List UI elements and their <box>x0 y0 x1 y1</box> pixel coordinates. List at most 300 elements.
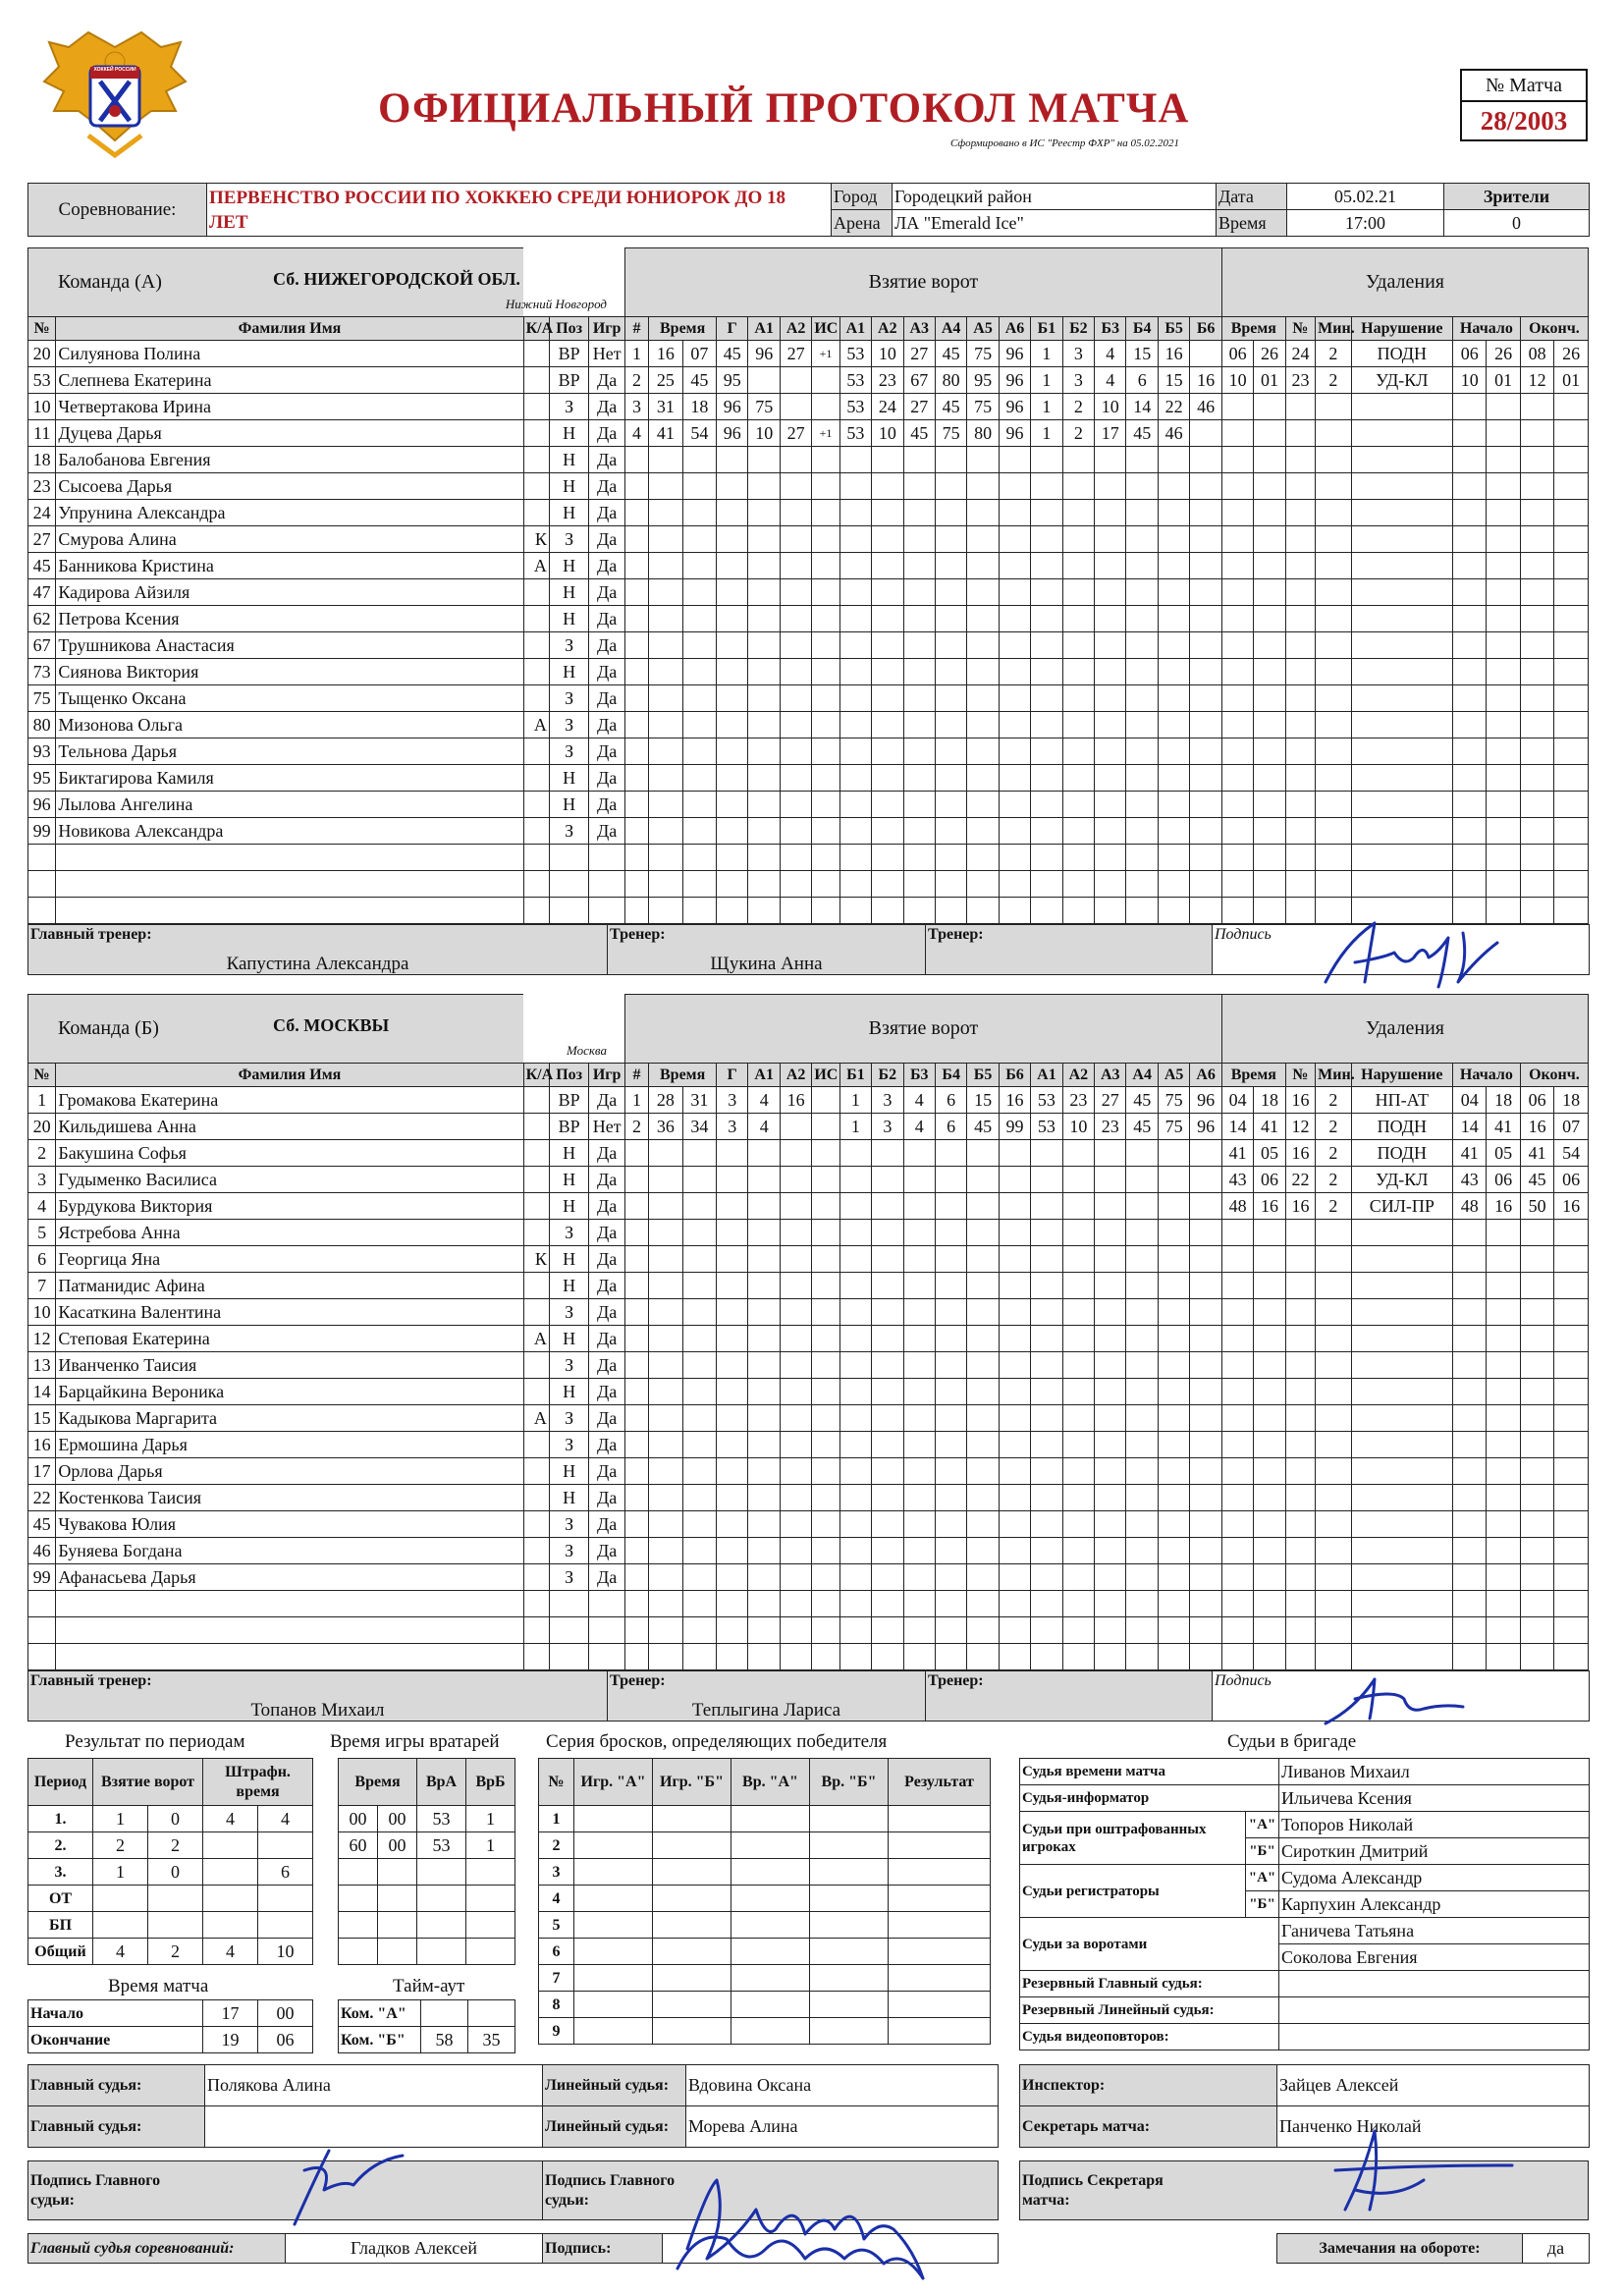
teamA-goal-cell <box>872 659 903 685</box>
teamB-goal-cell <box>812 1087 839 1114</box>
teamA-player-role <box>523 420 549 447</box>
teamB-goal-cell <box>682 1167 716 1193</box>
teamB-goal-cell <box>1031 1485 1062 1511</box>
teamB-row <box>28 1617 1589 1644</box>
teamA-goal-cell <box>1190 659 1222 685</box>
teamA-player-name: Трушникова Анастасия <box>56 632 523 659</box>
teamB-goal-cell <box>967 1405 999 1432</box>
teamA-goal-cell <box>967 871 999 898</box>
period-row <box>28 1832 313 1859</box>
teamA-col-onice-0: А1 <box>839 317 871 341</box>
teamB-goal-cell <box>935 1511 966 1538</box>
teamA-player-position <box>549 898 589 924</box>
teamA-goal-cell <box>1095 606 1126 632</box>
teamB-penalty-cell <box>1487 1352 1520 1379</box>
teamB-player-name: Орлова Дарья <box>56 1458 523 1485</box>
teamA-goal-cell <box>999 606 1030 632</box>
teamB-goal-cell <box>1062 1193 1094 1220</box>
teamA-goal-cell <box>812 473 839 500</box>
teamB-goal-cell <box>812 1458 839 1485</box>
team-b-section <box>27 994 1589 1722</box>
teamA-goal-cell <box>1031 659 1062 685</box>
teamB-goal-cell <box>780 1538 811 1564</box>
teamB-goal-cell <box>935 1405 966 1432</box>
teamA-goal-cell: 53 <box>839 394 871 420</box>
teamB-penalty-cell <box>1351 1405 1452 1432</box>
teamA-goal-cell <box>624 553 648 579</box>
teamB-player-position: З <box>549 1564 589 1591</box>
teamA-goal-cell: 16 <box>1158 341 1189 367</box>
teamB-goal-cell <box>1095 1167 1126 1193</box>
teamA-goal-cell: 15 <box>1126 341 1158 367</box>
teamA-penalty-cell <box>1554 473 1589 500</box>
teamB-player-plays: Да <box>589 1273 624 1299</box>
shootout-title: Серия бросков, определяющих победителя <box>546 1731 888 1752</box>
teamA-goal-cell <box>780 500 811 526</box>
teamB-penalty-cell: 06 <box>1554 1167 1589 1193</box>
teamB-goal-cell <box>1126 1299 1158 1326</box>
teamA-goal-cell <box>999 898 1030 924</box>
teamA-goal-cell <box>1095 845 1126 871</box>
teamB-penalty-cell: 14 <box>1452 1114 1486 1140</box>
teamA-goal-cell: 75 <box>935 420 966 447</box>
teamB-goal-cell <box>999 1326 1030 1352</box>
teamA-penalty-cell <box>1554 685 1589 712</box>
teamB-player-role <box>523 1379 549 1405</box>
teamA-col-a2: А2 <box>780 317 811 341</box>
teamB-goal-cell <box>839 1617 871 1644</box>
teamA-goal-cell <box>1190 526 1222 553</box>
period-cell <box>203 1912 258 1939</box>
teamB-goal-cell: 4 <box>903 1114 935 1140</box>
teamA-penalty-cell <box>1285 898 1315 924</box>
teamA-goal-cell: 96 <box>999 367 1030 394</box>
teamB-player-position: Н <box>549 1140 589 1167</box>
teamA-penalty-cell <box>1285 553 1315 579</box>
ref-side: "Б" <box>1246 1838 1279 1865</box>
teamA-player-number: 95 <box>28 765 56 792</box>
teamA-goal-cell <box>967 447 999 473</box>
teamA-player-name: Сиянова Виктория <box>56 659 523 685</box>
teamB-player-position <box>549 1617 589 1644</box>
teamB-goal-cell <box>1126 1405 1158 1432</box>
teamB-penalty-cell <box>1487 1405 1520 1432</box>
teamB-player-position: З <box>549 1299 589 1326</box>
teamB-goal-cell <box>903 1246 935 1273</box>
teamA-goal-cell: 96 <box>748 341 780 367</box>
teamA-player-position: З <box>549 394 589 420</box>
teamB-goal-cell <box>624 1564 648 1591</box>
teamB-penalty-cell <box>1487 1299 1520 1326</box>
gk-col-time: Время <box>339 1759 417 1806</box>
teamB-player-number: 2 <box>28 1140 56 1167</box>
teamB-goal-cell <box>748 1299 780 1326</box>
teamB-col-is: ИС <box>812 1064 839 1087</box>
teamA-goal-cell <box>717 845 748 871</box>
teamB-goal-cell <box>872 1564 903 1591</box>
teamB-col-onice-8: А3 <box>1095 1064 1126 1087</box>
refs-table <box>1019 1758 1590 2050</box>
teamA-goal-cell <box>812 845 839 871</box>
period-row <box>28 1859 313 1886</box>
teamA-player-role <box>523 871 549 898</box>
teamB-penalty-cell <box>1487 1591 1520 1617</box>
teamB-player-role <box>523 1140 549 1167</box>
teamB-goal-cell <box>872 1352 903 1379</box>
teamA-penalty-cell <box>1351 579 1452 606</box>
teamB-goal-cell <box>935 1299 966 1326</box>
teamA-goal-cell <box>748 685 780 712</box>
teamA-coach1: Щукина Анна <box>710 954 823 974</box>
teamA-goal-cell <box>780 712 811 738</box>
teamB-goal-cell <box>682 1326 716 1352</box>
teamA-player-plays: Нет <box>589 341 624 367</box>
teamA-penalty-cell <box>1285 871 1315 898</box>
teamA-goal-cell <box>967 845 999 871</box>
teamB-goal-cell <box>624 1432 648 1458</box>
teamA-penalty-cell <box>1452 792 1486 818</box>
teamA-goal-cell <box>1062 818 1094 845</box>
teamA-player-position: З <box>549 818 589 845</box>
periods-col-period: Период <box>28 1759 93 1806</box>
teamA-goal-cell <box>839 606 871 632</box>
teamA-penalty-cell <box>1316 632 1351 659</box>
teamB-goal-cell <box>903 1352 935 1379</box>
match-end-label: Окончание <box>28 2027 203 2053</box>
teamB-goal-cell <box>1126 1352 1158 1379</box>
teamA-penalty-cell <box>1254 685 1285 712</box>
teamB-player-role <box>523 1564 549 1591</box>
teamB-goal-cell: 1 <box>839 1087 871 1114</box>
teamA-penalty-cell <box>1254 606 1285 632</box>
teamB-goal-cell <box>1158 1220 1189 1246</box>
teamA-player-role <box>523 606 549 632</box>
teamB-goal-cell <box>1031 1352 1062 1379</box>
teamA-penalty-cell <box>1487 420 1520 447</box>
teamB-goal-cell: 31 <box>682 1087 716 1114</box>
teamB-goal-cell: 28 <box>649 1087 682 1114</box>
teamA-col-onice-6: Б1 <box>1031 317 1062 341</box>
teamB-player-number: 3 <box>28 1167 56 1193</box>
match-end-m: 06 <box>258 2027 313 2053</box>
teamA-penalty-cell <box>1351 447 1452 473</box>
teamA-goal-cell <box>1126 685 1158 712</box>
teamB-penalty-cell <box>1351 1273 1452 1299</box>
teamA-penalty-cell <box>1285 738 1315 765</box>
teamB-goal-cell <box>682 1564 716 1591</box>
teamB-goal-cell <box>872 1591 903 1617</box>
teamB-player-position: Н <box>549 1458 589 1485</box>
teamA-row <box>28 712 1589 738</box>
teamB-goal-cell <box>839 1379 871 1405</box>
teamA-goal-cell: 4 <box>624 420 648 447</box>
teamA-col-ka: К/А <box>523 317 549 341</box>
teamA-penalty-cell <box>1221 765 1253 792</box>
teamB-player-number: 6 <box>28 1246 56 1273</box>
competition-name: ПЕРВЕНСТВО РОССИИ ПО ХОККЕЮ СРЕДИ ЮНИОРОК ДО 18 ЛЕТ <box>207 184 832 237</box>
teamA-coach2-cell <box>926 925 1213 975</box>
teamA-penalty-cell: 2 <box>1316 341 1351 367</box>
teamA-row <box>28 341 1589 367</box>
teamA-goal-cell <box>839 712 871 738</box>
teamA-penalty-cell <box>1487 712 1520 738</box>
teamA-penalty-cell <box>1554 632 1589 659</box>
teamB-player-position: Н <box>549 1193 589 1220</box>
teamB-goal-cell <box>649 1273 682 1299</box>
teamA-row <box>28 394 1589 420</box>
teamA-goal-cell <box>682 553 716 579</box>
teamB-player-number: 22 <box>28 1485 56 1511</box>
teamB-goal-cell <box>1031 1299 1062 1326</box>
teamB-goal-cell <box>1062 1140 1094 1167</box>
shootout-col: Вр. "Б" <box>810 1759 889 1806</box>
remarks-table <box>1276 2233 1590 2264</box>
teamA-player-role <box>523 845 549 871</box>
teamB-goals-title: Взятие ворот <box>624 995 1221 1064</box>
timeout-b-m: 58 <box>421 2027 468 2053</box>
teamB-player-position: З <box>549 1352 589 1379</box>
teamB-goal-cell <box>748 1167 780 1193</box>
teamA-goal-cell <box>1158 526 1189 553</box>
teamB-penalty-cell <box>1487 1538 1520 1564</box>
teamA-goal-cell <box>1190 341 1222 367</box>
teamB-player-position: Н <box>549 1167 589 1193</box>
teamA-goal-cell <box>1126 659 1158 685</box>
teamB-player-number: 45 <box>28 1511 56 1538</box>
teamA-penalty-cell: 2 <box>1316 367 1351 394</box>
teamB-goal-cell <box>624 1379 648 1405</box>
teamA-player-number: 27 <box>28 526 56 553</box>
teamA-goal-cell <box>1126 712 1158 738</box>
teamA-penalty-cell <box>1520 420 1553 447</box>
teamB-penalty-cell <box>1351 1299 1452 1326</box>
teamA-penalty-cell: 06 <box>1452 341 1486 367</box>
teamB-goal-cell <box>1031 1432 1062 1458</box>
teamB-col-ka: К/А <box>523 1064 549 1087</box>
teamA-row <box>28 367 1589 394</box>
teamB-penalty-cell <box>1487 1326 1520 1352</box>
teamB-goal-cell: 36 <box>649 1114 682 1140</box>
teamA-goal-cell <box>717 632 748 659</box>
teamA-goal-cell <box>649 526 682 553</box>
teamA-penalty-cell <box>1254 394 1285 420</box>
teamB-goal-cell <box>999 1485 1030 1511</box>
teamA-goal-cell <box>682 792 716 818</box>
teamB-penalty-cell <box>1221 1326 1253 1352</box>
teamB-player-name <box>56 1617 523 1644</box>
teamB-penalty-cell <box>1554 1379 1589 1405</box>
teamA-goal-cell <box>717 898 748 924</box>
teamA-goal-cell <box>780 526 811 553</box>
teamA-goal-cell <box>624 606 648 632</box>
teamA-col-time: Время <box>649 317 717 341</box>
teamB-row <box>28 1193 1589 1220</box>
teamA-col-num: # <box>624 317 648 341</box>
teamA-goal-cell <box>812 632 839 659</box>
teamB-penalty-cell <box>1254 1299 1285 1326</box>
teamB-goal-cell <box>1031 1246 1062 1273</box>
teamB-goal-cell <box>935 1167 966 1193</box>
teamB-goal-cell <box>839 1405 871 1432</box>
teamB-player-plays: Да <box>589 1352 624 1379</box>
teamB-goal-cell <box>967 1167 999 1193</box>
teamB-player-plays: Да <box>589 1458 624 1485</box>
teamA-goal-cell <box>872 685 903 712</box>
periods-table <box>27 1758 313 1965</box>
teamA-goal-cell <box>839 473 871 500</box>
teamB-player-role <box>523 1591 549 1617</box>
teamB-row <box>28 1326 1589 1352</box>
teamA-goal-cell <box>1062 792 1094 818</box>
teamA-goal-cell <box>1062 553 1094 579</box>
teamB-penalty-cell: 41 <box>1487 1114 1520 1140</box>
teamB-penalty-cell: 04 <box>1452 1087 1486 1114</box>
teamA-goal-cell <box>935 579 966 606</box>
teamA-goal-cell: 53 <box>839 367 871 394</box>
teamB-goal-cell <box>780 1485 811 1511</box>
teamA-goal-cell <box>872 818 903 845</box>
teamB-goal-cell <box>812 1644 839 1670</box>
teamB-penalty-cell <box>1520 1591 1553 1617</box>
teamB-goal-cell <box>624 1299 648 1326</box>
teamB-penalty-cell <box>1487 1564 1520 1591</box>
teamA-player-position <box>549 871 589 898</box>
teamA-goal-cell: +1 <box>812 341 839 367</box>
teamB-goal-cell <box>1126 1511 1158 1538</box>
period-cell: 0 <box>148 1859 203 1886</box>
teamA-goal-cell <box>1158 579 1189 606</box>
teamB-goal-cell <box>1031 1591 1062 1617</box>
teamA-goal-cell <box>624 500 648 526</box>
gk-cell: 00 <box>378 1806 417 1832</box>
teamB-row <box>28 1246 1589 1273</box>
teamA-player-role <box>523 818 549 845</box>
teamB-goal-cell <box>1158 1352 1189 1379</box>
teamB-goal-cell <box>649 1167 682 1193</box>
teamB-goal-cell <box>1190 1299 1222 1326</box>
teamB-goal-cell <box>903 1617 935 1644</box>
shootout-no: 4 <box>539 1886 574 1912</box>
teamA-goal-cell <box>748 712 780 738</box>
teamB-goal-cell: 23 <box>1095 1114 1126 1140</box>
teamB-penalty-cell <box>1316 1458 1351 1485</box>
teamA-goal-cell <box>649 685 682 712</box>
teamB-goal-cell <box>1095 1591 1126 1617</box>
teamA-col-onice-10: Б5 <box>1158 317 1189 341</box>
teamA-goal-cell <box>872 738 903 765</box>
teamA-goal-cell <box>624 712 648 738</box>
teamA-penalty-cell: УД-КЛ <box>1351 367 1452 394</box>
teamB-goal-cell <box>999 1140 1030 1167</box>
teamB-goal-cell <box>903 1193 935 1220</box>
teamA-penalty-cell <box>1316 685 1351 712</box>
teamB-penalty-cell <box>1554 1591 1589 1617</box>
teamB-goal-cell: 3 <box>872 1087 903 1114</box>
ref-name: Топоров Николай <box>1279 1812 1590 1838</box>
teamB-player-role <box>523 1511 549 1538</box>
teamB-goal-cell <box>967 1511 999 1538</box>
ref-label: Судья видеоповторов: <box>1020 2024 1279 2050</box>
teamB-goal-cell <box>935 1538 966 1564</box>
teamB-goal-cell <box>935 1273 966 1299</box>
teamB-goal-cell <box>1062 1379 1094 1405</box>
teamA-goal-cell: 80 <box>967 420 999 447</box>
teamB-goal-cell <box>999 1432 1030 1458</box>
teamA-goal-cell <box>1062 606 1094 632</box>
teamA-goal-cell <box>1158 738 1189 765</box>
teamA-goal-cell <box>935 685 966 712</box>
teamB-head-coach-cell <box>28 1671 608 1722</box>
teamA-player-position: З <box>549 685 589 712</box>
teamA-goal-cell <box>1062 447 1094 473</box>
teamA-penalty-cell <box>1221 420 1253 447</box>
teamA-goal-cell <box>967 898 999 924</box>
ref-row <box>1020 1785 1590 1812</box>
gk-col-a: ВрА <box>417 1759 466 1806</box>
teamA-goal-cell: 45 <box>717 341 748 367</box>
teamB-col-a1: А1 <box>748 1064 780 1087</box>
teamA-player-position: З <box>549 738 589 765</box>
period-cell <box>148 1912 203 1939</box>
teamB-row <box>28 1644 1589 1670</box>
teamA-penalty-cell <box>1520 447 1553 473</box>
teamA-player-name: Тельнова Дарья <box>56 738 523 765</box>
teamA-goal-cell: 53 <box>839 420 871 447</box>
teamB-player-position: ВР <box>549 1114 589 1140</box>
shootout-col: Игр. "А" <box>574 1759 653 1806</box>
teamB-penalty-cell <box>1351 1326 1452 1352</box>
teamA-row <box>28 845 1589 871</box>
teamA-player-position: З <box>549 632 589 659</box>
teamA-col-pen-start: Начало <box>1452 317 1520 341</box>
teamB-player-role <box>523 1087 549 1114</box>
teamB-penalty-cell <box>1520 1220 1553 1246</box>
teamA-goal-cell <box>1190 606 1222 632</box>
teamA-goal-cell <box>999 632 1030 659</box>
teamB-row <box>28 1273 1589 1299</box>
teamB-penalty-cell <box>1452 1617 1486 1644</box>
teamA-goal-cell <box>1062 500 1094 526</box>
teamA-penalty-cell: 24 <box>1285 341 1315 367</box>
teamB-player-name: Буняева Богдана <box>56 1538 523 1564</box>
teamB-penalty-cell: ПОДН <box>1351 1114 1452 1140</box>
teamA-goal-cell <box>780 447 811 473</box>
teamB-goal-cell <box>967 1326 999 1352</box>
teamA-penalty-cell <box>1285 606 1315 632</box>
teamA-goal-cell <box>1095 632 1126 659</box>
teamB-penalty-cell <box>1316 1405 1351 1432</box>
teamA-goal-cell <box>780 553 811 579</box>
teamB-goal-cell <box>1031 1458 1062 1485</box>
teamB-goal-cell: 75 <box>1158 1114 1189 1140</box>
teamA-player-name <box>56 845 523 871</box>
teamA-goal-cell <box>1190 685 1222 712</box>
teamA-col-pen-viol: Нарушение <box>1351 317 1452 341</box>
ref-label: Судья времени матча <box>1020 1759 1279 1785</box>
teamA-penalty-cell <box>1316 606 1351 632</box>
teamB-player-plays: Да <box>589 1220 624 1246</box>
arena: ЛА "Emerald Ice" <box>893 210 1217 237</box>
teamB-penalty-cell <box>1221 1458 1253 1485</box>
teamA-penalty-cell <box>1520 500 1553 526</box>
gk-row <box>339 1832 515 1859</box>
teamA-table <box>27 247 1589 924</box>
teamB-goal-cell: 96 <box>1190 1087 1222 1114</box>
teamA-player-position: Н <box>549 606 589 632</box>
teamB-goal-cell <box>649 1246 682 1273</box>
teamB-goal-cell: 4 <box>903 1087 935 1114</box>
teamB-col-name: Фамилия Имя <box>56 1064 523 1087</box>
